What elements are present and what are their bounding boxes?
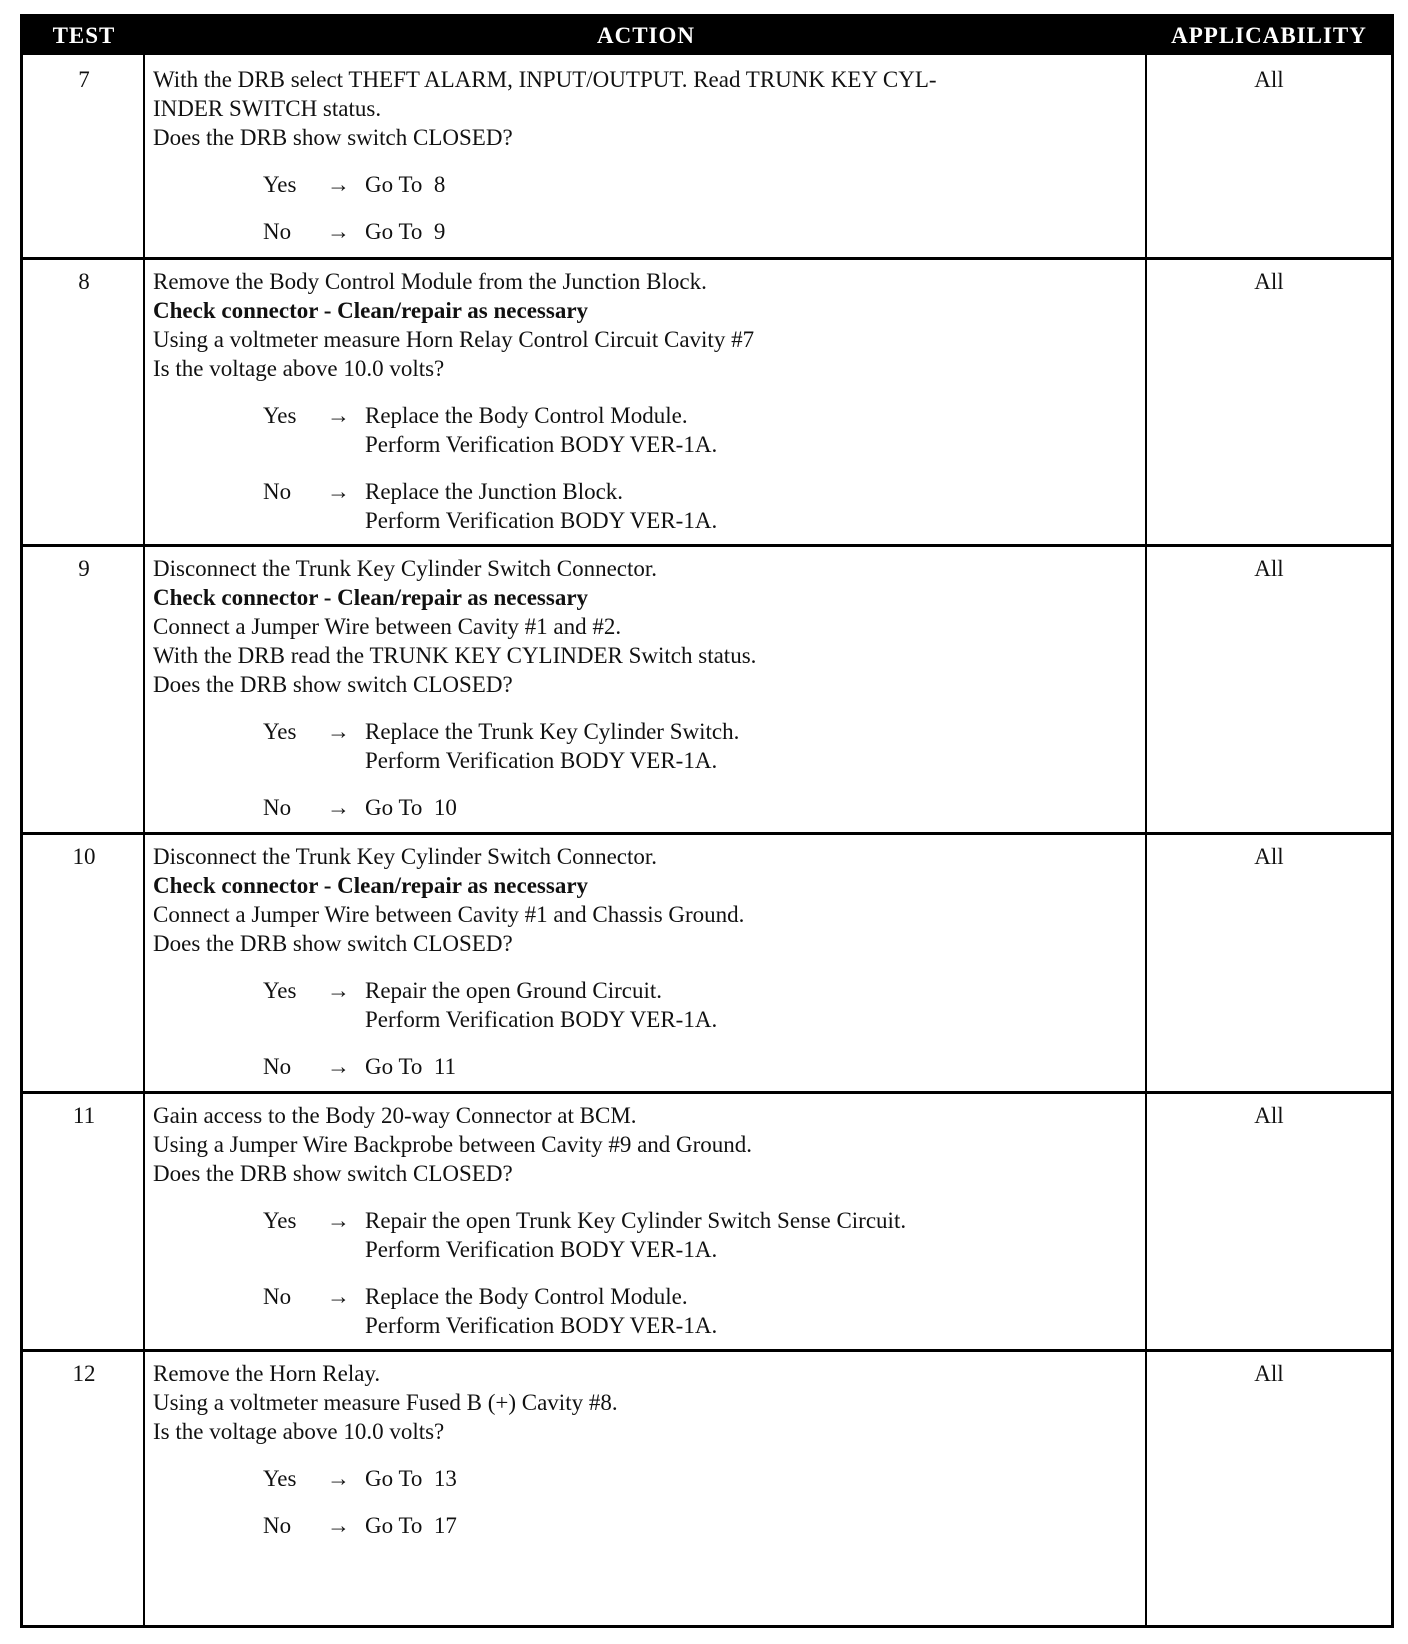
answer-key [263, 1282, 365, 1340]
test-table [20, 14, 1394, 1628]
arrow-right-icon: → [327, 479, 350, 504]
answer-result [365, 1282, 717, 1340]
answer-yes [153, 170, 1143, 199]
answer-result-line: Replace the Body Control Module. [365, 1284, 688, 1309]
answer-result [365, 1206, 906, 1264]
answer-result [365, 717, 739, 775]
answer-key-label: No [263, 795, 292, 820]
arrow-right-icon: → [327, 1513, 350, 1538]
applicability: All [1254, 1361, 1284, 1386]
answer-result-line: Perform Verification BODY VER-1A. [365, 1007, 718, 1032]
arrow-right-icon: → [327, 1054, 350, 1079]
answer-result-line: Perform Verification BODY VER-1A. [365, 748, 718, 773]
answer-key [263, 1511, 365, 1540]
action-line: Using a Jumper Wire Backprobe between Cavity #9 and Ground. [153, 1132, 753, 1157]
action-cell [153, 1359, 1143, 1540]
answer-key [263, 1206, 365, 1264]
arrow-right-icon: → [327, 1466, 350, 1491]
action-line: Does the DRB show switch CLOSED? [153, 125, 513, 150]
answer-result-line: Perform Verification BODY VER-1A. [365, 1313, 718, 1338]
answer-result [365, 1464, 457, 1493]
answer-key-label: No [263, 479, 292, 504]
answer-result [365, 793, 457, 822]
answer-result-line: Replace the Body Control Module. [365, 403, 688, 428]
answer-key [263, 170, 365, 199]
answer-result-line: Go To 8 [365, 172, 446, 197]
action-line: Disconnect the Trunk Key Cylinder Switch Connector. [153, 556, 658, 581]
answer-result [365, 170, 445, 199]
test-number: 8 [78, 269, 90, 294]
answer-no [153, 1282, 1143, 1340]
action-line: Does the DRB show switch CLOSED? [153, 1161, 513, 1186]
answer-result-line: Repair the open Ground Circuit. [365, 978, 663, 1003]
answer-result [365, 401, 717, 459]
answer-yes [153, 401, 1143, 459]
answer-no [153, 793, 1143, 822]
answer-result-line: Go To 10 [365, 795, 457, 820]
arrow-right-icon: → [327, 1208, 350, 1233]
answer-yes [153, 717, 1143, 775]
test-number: 7 [78, 67, 90, 92]
answer-result [365, 217, 445, 246]
applicability: All [1254, 556, 1284, 581]
action-cell [153, 267, 1143, 535]
header-action: ACTION [596, 23, 695, 48]
answer-key-label: Yes [263, 172, 297, 197]
action-line: Disconnect the Trunk Key Cylinder Switch Connector. [153, 844, 658, 869]
action-cell [153, 554, 1143, 822]
action-line: Is the voltage above 10.0 volts? [153, 356, 445, 381]
answer-result [365, 477, 717, 535]
row-divider [23, 1091, 1391, 1094]
arrow-right-icon: → [327, 1284, 350, 1309]
test-number: 10 [72, 844, 96, 869]
action-line: Connect a Jumper Wire between Cavity #1 and Chassis Ground. [153, 902, 745, 927]
action-line: Check connector - Clean/repair as necessary [153, 585, 589, 610]
action-cell [153, 842, 1143, 1081]
action-line: With the DRB select THEFT ALARM, INPUT/OUTPUT. Read TRUNK KEY CYL- [153, 67, 937, 92]
header-test: TEST [52, 23, 116, 48]
test-number: 9 [78, 556, 90, 581]
answer-key [263, 717, 365, 775]
answer-result-line: Go To 11 [365, 1054, 457, 1079]
action-line: Is the voltage above 10.0 volts? [153, 1419, 445, 1444]
row-divider [23, 257, 1391, 260]
action-line: INDER SWITCH status. [153, 96, 382, 121]
answer-yes [153, 1206, 1143, 1264]
action-line: Does the DRB show switch CLOSED? [153, 672, 513, 697]
arrow-right-icon: → [327, 795, 350, 820]
answer-result [365, 976, 717, 1034]
arrow-right-icon: → [327, 172, 350, 197]
answer-key [263, 1052, 365, 1081]
action-cell [153, 65, 1143, 246]
action-line: Using a voltmeter measure Horn Relay Control Circuit Cavity #7 [153, 327, 755, 352]
answer-result-line: Perform Verification BODY VER-1A. [365, 508, 718, 533]
answer-key-label: Yes [263, 719, 297, 744]
table-header [23, 17, 1391, 55]
row-divider [23, 544, 1391, 547]
row-divider [23, 832, 1391, 835]
answer-no [153, 217, 1143, 246]
action-cell [153, 1101, 1143, 1340]
answer-result-line: Perform Verification BODY VER-1A. [365, 1237, 718, 1262]
answer-key-label: No [263, 1054, 292, 1079]
answer-result-line: Go To 9 [365, 219, 446, 244]
answer-key [263, 1464, 365, 1493]
action-line: With the DRB read the TRUNK KEY CYLINDER Switch status. [153, 643, 757, 668]
answer-key-label: Yes [263, 1466, 297, 1491]
header-applicability: APPLICABILITY [1171, 23, 1367, 48]
answer-result [365, 1052, 456, 1081]
answer-result-line: Repair the open Trunk Key Cylinder Switch Sense Circuit. [365, 1208, 907, 1233]
answer-yes [153, 976, 1143, 1034]
action-line: Remove the Horn Relay. [153, 1361, 381, 1386]
answer-key-label: No [263, 219, 292, 244]
applicability: All [1254, 1103, 1284, 1128]
arrow-right-icon: → [327, 978, 350, 1003]
answer-result-line: Replace the Junction Block. [365, 479, 624, 504]
answer-key-label: Yes [263, 403, 297, 428]
answer-key [263, 217, 365, 246]
arrow-right-icon: → [327, 403, 350, 428]
answer-no [153, 477, 1143, 535]
answer-key-label: No [263, 1284, 292, 1309]
answer-result-line: Go To 17 [365, 1513, 457, 1538]
action-line: Using a voltmeter measure Fused B (+) Cavity #8. [153, 1390, 618, 1415]
answer-key-label: Yes [263, 1208, 297, 1233]
answer-result-line: Perform Verification BODY VER-1A. [365, 432, 718, 457]
action-line: Check connector - Clean/repair as necessary [153, 873, 589, 898]
answer-yes [153, 1464, 1143, 1493]
row-divider [23, 1349, 1391, 1352]
arrow-right-icon: → [327, 719, 350, 744]
answer-key [263, 401, 365, 459]
applicability: All [1254, 269, 1284, 294]
action-line: Gain access to the Body 20-way Connector at BCM. [153, 1103, 637, 1128]
action-line: Check connector - Clean/repair as necessary [153, 298, 589, 323]
action-line: Connect a Jumper Wire between Cavity #1 and #2. [153, 614, 622, 639]
applicability: All [1254, 844, 1284, 869]
answer-key-label: No [263, 1513, 292, 1538]
test-number: 11 [72, 1103, 96, 1128]
answer-result [365, 1511, 457, 1540]
answer-key-label: Yes [263, 978, 297, 1003]
arrow-right-icon: → [327, 219, 350, 244]
answer-no [153, 1052, 1143, 1081]
answer-key [263, 477, 365, 535]
test-number: 12 [72, 1361, 96, 1386]
answer-no [153, 1511, 1143, 1540]
answer-result-line: Replace the Trunk Key Cylinder Switch. [365, 719, 740, 744]
answer-key [263, 793, 365, 822]
action-line: Does the DRB show switch CLOSED? [153, 931, 513, 956]
answer-result-line: Go To 13 [365, 1466, 457, 1491]
action-line: Remove the Body Control Module from the Junction Block. [153, 269, 707, 294]
answer-key [263, 976, 365, 1034]
applicability: All [1254, 67, 1284, 92]
